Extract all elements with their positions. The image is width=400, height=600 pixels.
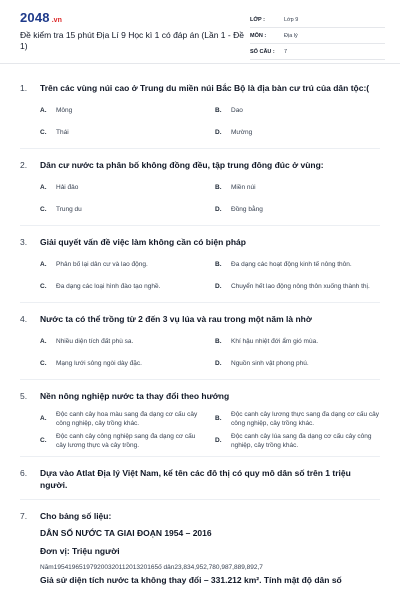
option-b[interactable]: [215, 408, 380, 430]
option-d[interactable]: [215, 276, 380, 298]
question-number: 4.: [20, 314, 28, 324]
question-divider: [20, 302, 380, 303]
option-letter: B.: [215, 261, 222, 269]
option-letter: D.: [215, 129, 222, 137]
meta-row-count: [250, 44, 385, 60]
option-text: Độc canh cây lúa sang đa dạng cơ cấu cây công nghiệp, cây trồng khác.: [231, 432, 372, 449]
option-letter: D.: [215, 437, 222, 445]
meta-panel: [250, 12, 385, 60]
options-grid: [20, 177, 380, 221]
question-2: [20, 159, 380, 226]
question-text: Dân cư nước ta phân bố không đồng đều, tập trung đông đúc ở vùng:: [40, 160, 324, 170]
option-letter: D.: [215, 283, 222, 291]
question-7: [20, 510, 380, 585]
option-letter: B.: [215, 338, 222, 346]
question-number: 1.: [20, 83, 28, 93]
option-letter: D.: [215, 206, 222, 214]
option-letter: C.: [40, 283, 47, 291]
question-number: 6.: [20, 468, 28, 478]
options-grid: [20, 331, 380, 375]
option-a[interactable]: [40, 331, 205, 353]
option-a[interactable]: [40, 177, 205, 199]
question-number: 5.: [20, 391, 28, 401]
table-title: DÂN SỐ NƯỚC TA GIAI ĐOẠN 1954 – 2016: [40, 528, 212, 538]
option-text: Mường: [231, 129, 253, 137]
question-4: [20, 313, 380, 380]
option-text: Độc canh cây hoa màu sang đa dạng cơ cấu cây công nghiệp, cây trồng khác.: [56, 410, 198, 427]
option-b[interactable]: [215, 254, 380, 276]
question-header: [20, 467, 380, 491]
option-d[interactable]: [215, 353, 380, 375]
option-d[interactable]: [215, 122, 380, 144]
question-continuation: Giả sử diện tích nước ta không thay đổi – 331.212 km². Tính mật độ dân số: [40, 575, 342, 585]
option-letter: A.: [40, 184, 47, 192]
option-b[interactable]: [215, 177, 380, 199]
table-unit: Đơn vị: Triệu người: [40, 546, 120, 556]
question-header: [20, 390, 380, 402]
question-list: [0, 64, 400, 585]
option-letter: C.: [40, 206, 47, 214]
question-number: 3.: [20, 237, 28, 247]
question-number: 2.: [20, 160, 28, 170]
question-text: Dựa vào Atlat Địa lý Việt Nam, kể tên các đô thị có quy mô dân số trên 1 triệu người.: [40, 468, 351, 490]
question-divider: [20, 379, 380, 380]
question-divider: [20, 456, 380, 457]
question-header: [20, 159, 380, 171]
option-a[interactable]: [40, 254, 205, 276]
question-divider: [20, 499, 380, 500]
question-text: Nước ta có thể trồng từ 2 đến 3 vụ lúa và rau trong một năm là nhờ: [40, 314, 312, 324]
option-letter: B.: [215, 184, 222, 192]
question-header: [20, 313, 380, 325]
option-text: Đồng bằng: [231, 206, 263, 214]
question-number: 7.: [20, 511, 28, 521]
option-text: Nguồn sinh vật phong phú.: [231, 360, 309, 368]
options-grid: [20, 100, 380, 144]
logo-domain-text: .vn: [51, 17, 62, 24]
meta-row-subject: [250, 28, 385, 44]
question-divider: [20, 148, 380, 149]
option-text: Chuyển hết lao động nông thôn xuống thành thị.: [231, 283, 370, 291]
question-text: Giải quyết vấn đề việc làm không cần có biện pháp: [40, 237, 246, 247]
option-a[interactable]: [40, 408, 205, 430]
option-text: Khí hậu nhiệt đới ẩm gió mùa.: [231, 338, 319, 346]
table-data-line: Năm19541965197920032011201320165ố dân23,834,952,780,987,889,892,7: [40, 564, 263, 571]
option-text: Dao: [231, 107, 243, 115]
question-text: Cho bảng số liệu:: [40, 511, 112, 521]
site-logo[interactable]: [20, 10, 252, 25]
header-left: [20, 10, 252, 57]
option-letter: D.: [215, 360, 222, 368]
option-text: Trung du: [56, 206, 82, 214]
question-header: [20, 236, 380, 248]
option-text: Hải đảo: [56, 184, 79, 192]
logo-main-text: 2048: [20, 10, 50, 25]
option-text: Độc canh cây công nghiệp sang đa dạng cơ cấu cây lương thực và cây trồng.: [56, 432, 196, 449]
option-letter: C.: [40, 129, 47, 137]
option-text: Đa dạng các hoạt động kinh tế nông thôn.: [231, 261, 352, 269]
question-5: [20, 390, 380, 457]
option-text: Phân bố lại dân cư và lao động.: [56, 261, 148, 269]
option-letter: B.: [215, 415, 222, 423]
question-text: Nền nông nghiệp nước ta thay đổi theo hướng: [40, 391, 230, 401]
page-title: Đề kiểm tra 15 phút Địa Lí 9 Học kì 1 có đáp án (Lần 1 - Đề 1): [20, 30, 244, 51]
question-body: [20, 528, 380, 585]
option-d[interactable]: [215, 199, 380, 221]
option-letter: C.: [40, 360, 47, 368]
page-header: [0, 0, 400, 64]
option-letter: A.: [40, 415, 47, 423]
option-text: Mông: [56, 107, 73, 115]
option-c[interactable]: [40, 353, 205, 375]
option-text: Độc canh cây lương thực sang đa dạng cơ cấu cây công nghiệp, cây trồng khác.: [231, 410, 380, 427]
option-text: Miền núi: [231, 184, 256, 192]
option-text: Mạng lưới sông ngòi dày đặc.: [56, 360, 142, 368]
option-d[interactable]: [215, 430, 380, 452]
meta-label: LỚP :: [250, 16, 265, 23]
option-c[interactable]: [40, 430, 205, 452]
option-b[interactable]: [215, 331, 380, 353]
option-letter: B.: [215, 107, 222, 115]
option-c[interactable]: [40, 199, 205, 221]
option-text: Nhiều diện tích đất phù sa.: [56, 338, 134, 346]
option-letter: A.: [40, 261, 47, 269]
question-header: [20, 82, 380, 94]
option-a[interactable]: [40, 100, 205, 122]
question-6: [20, 467, 380, 500]
question-3: [20, 236, 380, 303]
question-1: [20, 82, 380, 149]
question-divider: [20, 225, 380, 226]
meta-label: MÔN :: [250, 32, 267, 39]
options-grid: [20, 408, 380, 452]
meta-value: Địa lý: [284, 32, 298, 39]
option-text: Đa dạng các loại hình đào tạo nghề.: [56, 283, 161, 291]
meta-value: 7: [284, 48, 288, 55]
option-b[interactable]: [215, 100, 380, 122]
question-header: [20, 510, 380, 522]
options-grid: [20, 254, 380, 298]
option-letter: A.: [40, 107, 47, 115]
meta-label: SỐ CÂU :: [250, 48, 275, 55]
option-letter: A.: [40, 338, 47, 346]
option-letter: C.: [40, 437, 47, 445]
option-text: Thái: [56, 129, 69, 137]
question-text: Trên các vùng núi cao ở Trung du miền núi Bắc Bộ là địa bàn cư trú của dân tộc:(: [40, 83, 370, 93]
option-c[interactable]: [40, 122, 205, 144]
meta-value: Lớp 9: [284, 16, 299, 23]
option-c[interactable]: [40, 276, 205, 298]
meta-row-class: [250, 12, 385, 28]
